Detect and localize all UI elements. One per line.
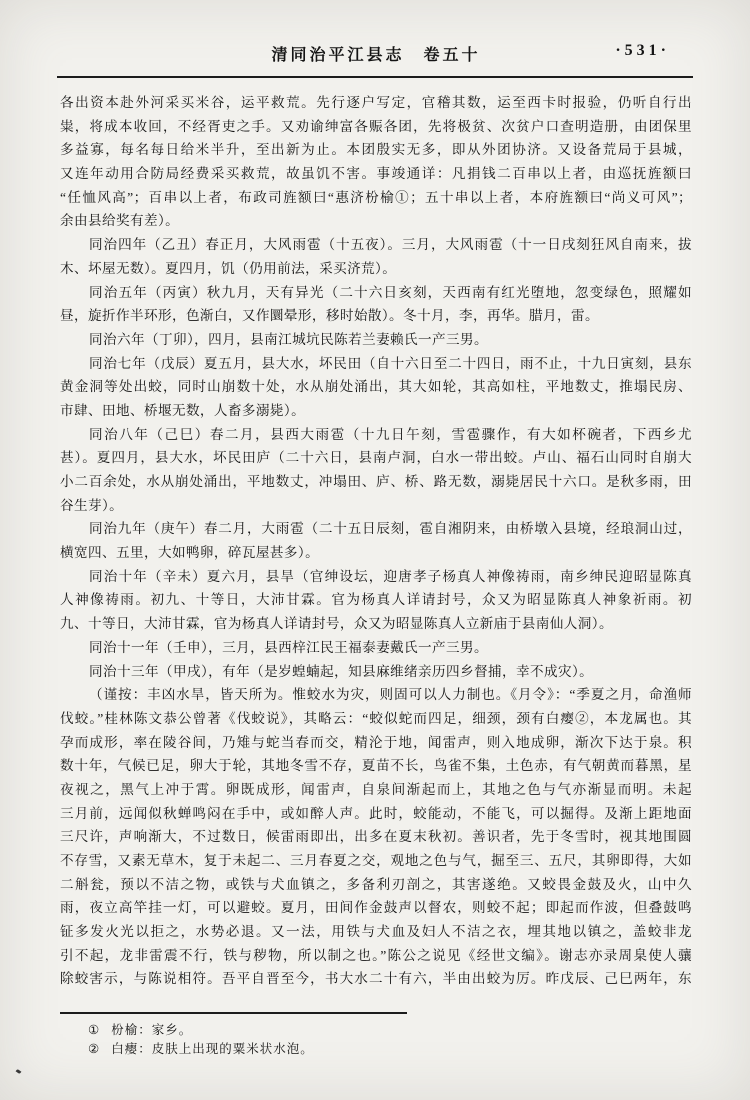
text-line: 各出资本赴外河采买米谷，运平救荒。先行逐户写定，官稽其数，运至西卡时报验，仍听自行出 (60, 95, 692, 110)
text-line: 同治十三年（甲戌），有年（是岁蝗蝻起，知县麻维绪亲历四乡督捕，幸不成灾）。 (89, 663, 594, 679)
text-line: 甚）。夏四月，县大水，坏民田庐（二十六日，县南卢洞，白水一带出蛟。卢山、福石山同时自崩大 (60, 450, 692, 466)
body-text (60, 91, 692, 991)
footnote-text: 白瘿：皮肤上出现的粟米状水泡。 (111, 1041, 314, 1056)
text-line: 孕而成形，率在陵谷间，乃雉与蛇当春而交，精沦于地，闻雷声，则入地成卵，渐次下达于泉。积 (60, 734, 692, 750)
text-line: 三月前，远闻似秋蝉鸣闷在手中，或如醉人声。此时，蛟能动，不能飞，可以掘得。及渐上距地面 (60, 805, 692, 821)
text-line: 雨，夜立高竿挂一灯，可以避蛟。夏月，田间作金鼓声以督农，则蛟不起；即起而作波，但叠鼓鸣 (60, 900, 692, 916)
text-line: 人神像祷雨。初九、十等日，大沛甘霖。官为杨真人详请封号，众又为昭显陈真人神象祈雨。初 (60, 592, 692, 608)
text-line: 横宽四、五里，大如鸭卵，碎瓦屋甚多）。 (60, 545, 320, 561)
text-line: 小二百余处，水从崩处涌出，平地数丈，冲塌田、庐、桥、路无数，溺毙居民十六口。是秋多雨，田 (60, 474, 692, 489)
footnote-text: 枌榆：家乡。 (111, 1023, 193, 1037)
footnote-marker: ① (88, 1023, 100, 1037)
text-line: 市肆、田地、桥堰无数，人畜多溺毙）。 (60, 402, 306, 418)
text-line: （谨按：丰凶水旱，皆天所为。惟蛟水为灾，则固可以人力制也。《月令》：“季夏之月，命渔师 (89, 687, 692, 703)
text-line: 伐蛟。”桂林陈文恭公曾著《伐蛟说》，其略云：“蛟似蛇而四足，细颈，颈有白瘿②，本龙属也。其 (60, 710, 692, 726)
text-line: 引不起，龙非雷震不行，铁与秽物，所以制之也。”陈公之说见《经世文编》。谢志亦录周臬使人骧 (60, 947, 692, 963)
text-line: 谷生芽）。 (60, 497, 124, 513)
text-line: 同治四年（乙丑）春正月，大风雨雹（十五夜）。三月，大风雨雹（十一日戌刻狂风自南来，拔 (89, 237, 692, 253)
text-line: 九、十等日，大沛甘霖，官为杨真人详请封号，众又为昭显陈真人立新庙于县南仙人洞）。 (60, 616, 613, 632)
text-line: “任恤风高”；百串以上者，布政司旌额曰“惠济枌榆①；五十串以上者，本府旌额曰“尚义可风”； (60, 189, 692, 205)
header-rule (57, 76, 693, 78)
footnote-item (88, 1040, 648, 1059)
text-line: 钲多发火光以拒之，水势必退。又一法，用铁与犬血及妇人不洁之衣，埋其地以镇之，盖蛟非龙 (60, 924, 692, 940)
text-line: 同治八年（己巳）春二月，县西大雨雹（十九日午刻，雪雹骤作，有大如杯碗者，下西乡尤 (89, 426, 692, 442)
text-line: 昼，旋折作半环形，色渐白，又作圜晕形，移时始散）。冬十月，李，再华。腊月，雷。 (60, 308, 599, 324)
text-line: 粜，将成本收回，不经胥吏之手。又劝谕绅富各赈各团，先将极贫、次贫户口查明造册，由团保里 (60, 118, 692, 134)
footnote-marker: ② (88, 1041, 100, 1056)
text-line: 同治五年（丙寅）秋九月，天有异光（二十六日亥刻，天西南有红光堕地，忽变绿色，照耀如 (89, 284, 692, 300)
text-line: 余由县给奖有差）。 (60, 213, 180, 229)
page-title: 清同治平江县志 卷五十 (271, 47, 481, 64)
page-header (60, 42, 692, 66)
text-line: 数十年，气候已足，卵大于轮，其地冬雪不存，夏苗不长，鸟雀不集，土色赤，有气朝黄而暮黑，星 (60, 758, 692, 774)
text-line: 同治七年（戊辰）夏五月，县大水，坏民田（自十六日至二十四日，雨不止，十九日寅刻，县东 (89, 355, 692, 371)
page-number: ·531· (615, 42, 670, 59)
text-line: 三尺许，声响渐大，不过数日，候雷雨即出，出多在夏末秋初。善识者，先于冬雪时，视其地围圆 (60, 829, 692, 845)
text-line: 木、坏屋无数）。夏四月，饥（仍用前法，采买济荒）。 (60, 260, 397, 276)
text-line: 不存雪，又素无草木，复于未起二、三月春夏之交，观地之色与气，掘至三、五尺，其卵即得，大如 (60, 853, 692, 868)
text-line: 又连年动用合防局经费采买救荒，故虽饥不害。事竣通详：凡捐钱二百串以上者，由巡抚旌额曰 (60, 166, 692, 182)
text-line: 同治九年（庚午）春二月，大雨雹（二十五日辰刻，雹自湘阴来，由桥墩入县境，经琅洞山过， (89, 521, 692, 537)
footnote-item (88, 1021, 648, 1040)
footnotes (88, 1021, 648, 1058)
text-line: 夜视之，黑气上冲于霄。卵既成形，闻雷声，自泉间渐起而上，其地之色与气亦渐显而明。未起 (60, 781, 692, 797)
text-line: 黄金洞等处出蛟，同时山崩数十处，水从崩处涌出，其大如轮，其高如柱，平地数丈，推塌民房、 (60, 379, 692, 395)
text-line: 同治十一年（壬申），三月，县西梓江民王福泰妻戴氏一产三男。 (89, 639, 489, 655)
text-line: 二斛瓮，预以不洁之物，或铁与犬血镇之，多备利刃剖之，其害遂绝。又蛟畏金鼓及火，山中久 (60, 876, 692, 892)
text-line: 同治六年（丁卯），四月，县南江城坑民陈若兰妻赖氏一产三男。 (89, 331, 489, 347)
footnote-divider (60, 1012, 407, 1014)
ink-speck (16, 1069, 22, 1074)
text-line: 多益寡，每名每日给米半升，至出新为止。本团殷实无多，即从外团协济。又设备荒局于县城， (60, 142, 692, 158)
text-line: 同治十年（辛未）夏六月，县旱（官绅设坛，迎唐孝子杨真人神像祷雨，南乡绅民迎昭显陈真 (89, 568, 692, 584)
text-line: 除蛟害示，与陈说相符。吾平自晋至今，书大水二十有六，半由出蛟为厉。昨戊辰、己巳两年，东 (60, 971, 692, 987)
